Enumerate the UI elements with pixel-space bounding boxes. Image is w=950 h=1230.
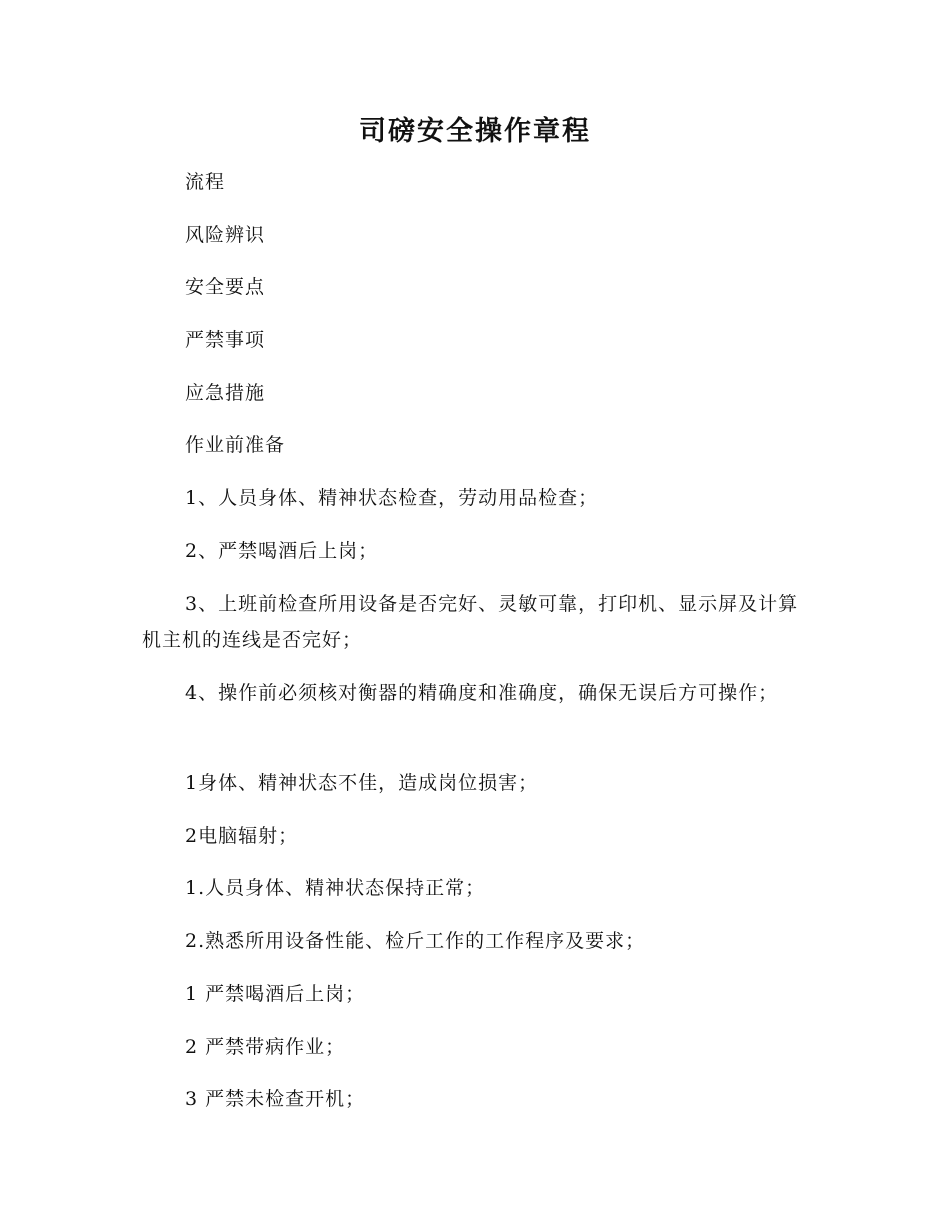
paragraph-item: 1、人员身体、精神状态检查，劳动用品检查； — [185, 487, 599, 509]
paragraph-item: 3、上班前检查所用设备是否完好、灵敏可靠，打印机、显示屏及计算机主机的连线是否完好； — [142, 593, 799, 651]
paragraph-item: 2、严禁喝酒后上岗； — [185, 540, 379, 562]
paragraph-risk-item: 1身体、精神状态不佳，造成岗位损害； — [185, 772, 539, 794]
paragraph-prohibited-item: 3 严禁未检查开机； — [185, 1088, 366, 1110]
paragraph-risk-identification: 风险辨识 — [185, 224, 266, 246]
paragraph-prohibited-item: 1 严禁喝酒后上岗； — [185, 983, 366, 1005]
paragraph-risk-item: 2电脑辐射； — [185, 825, 299, 847]
paragraph-process: 流程 — [185, 171, 226, 193]
paragraph-item: 4、操作前必须核对衡器的精确度和准确度，确保无误后方可操作； — [185, 682, 779, 704]
document-title: 司磅安全操作章程 — [359, 116, 591, 147]
paragraph-safety-points: 安全要点 — [185, 276, 266, 298]
paragraph-pre-work-preparation: 作业前准备 — [185, 434, 286, 456]
paragraph-safety-item: 1.人员身体、精神状态保持正常； — [185, 877, 486, 899]
paragraph-prohibited-items: 严禁事项 — [185, 329, 266, 351]
paragraph-safety-item: 2.熟悉所用设备性能、检斤工作的工作程序及要求； — [185, 930, 646, 952]
paragraph-emergency-measures: 应急措施 — [185, 382, 266, 404]
paragraph-prohibited-item: 2 严禁带病作业； — [185, 1036, 346, 1058]
